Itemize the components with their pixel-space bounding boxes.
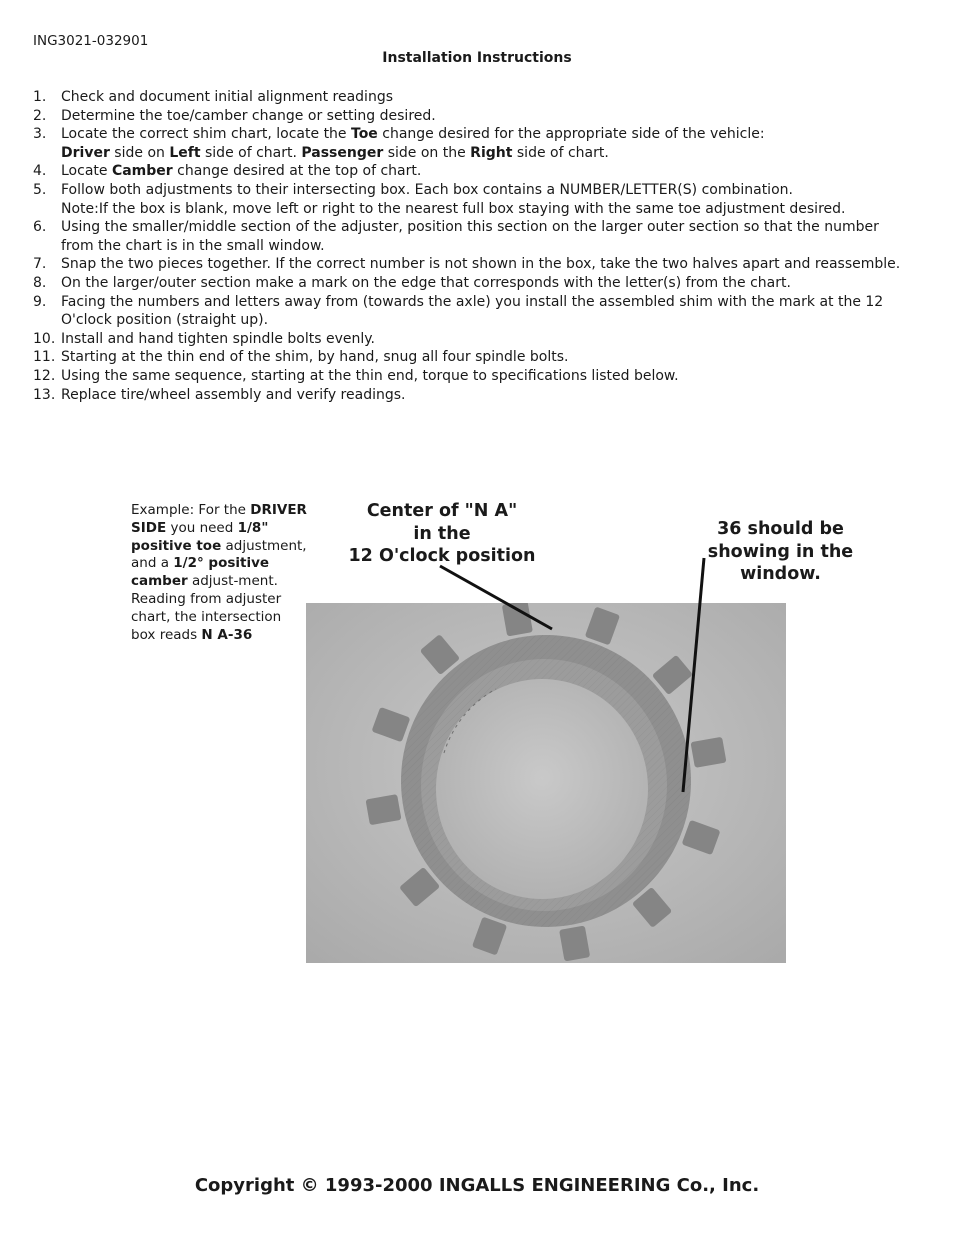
- callout-36-window: [698, 518, 863, 586]
- instruction-step: [33, 386, 913, 405]
- text-run: Note:If the box is blank, move left or right to the nearest full box staying with the same toe adjustment desired.: [61, 200, 846, 217]
- instruction-step: [33, 348, 913, 367]
- bold-text: Driver: [61, 144, 110, 161]
- instruction-step: [33, 218, 913, 255]
- step-line: [61, 181, 913, 200]
- step-number: 13.: [33, 386, 56, 403]
- step-line: [61, 348, 913, 367]
- text-run: Replace tire/wheel assembly and verify readings.: [61, 386, 406, 403]
- step-text: [61, 293, 913, 330]
- text-run: adjust-ment. Reading from adjuster chart, the intersection box reads: [131, 573, 282, 643]
- step-line: [61, 367, 913, 386]
- step-number: 10.: [33, 330, 56, 347]
- step-text: [61, 162, 913, 181]
- text-run: Check and document initial alignment readings: [61, 89, 393, 105]
- step-number: 5.: [33, 181, 47, 198]
- step-text: [61, 125, 913, 162]
- step-line: [61, 144, 913, 163]
- bold-text: Camber: [111, 163, 173, 180]
- step-line: [61, 274, 913, 293]
- shim-photo: [306, 603, 786, 963]
- step-text: [61, 274, 913, 293]
- instruction-step: [33, 330, 913, 349]
- text-run: side of chart.: [512, 144, 609, 161]
- text-run: Install and hand tighten spindle bolts evenly.: [61, 330, 375, 347]
- instruction-step: [33, 125, 913, 162]
- shim-tab: [365, 794, 401, 825]
- step-text: [61, 255, 913, 274]
- instruction-step: [33, 255, 913, 274]
- bold-text: Passenger: [301, 144, 384, 161]
- instruction-step: [33, 274, 913, 293]
- callout-line: 12 O'clock position: [348, 546, 536, 566]
- text-run: side on the: [383, 144, 471, 161]
- step-line: [61, 125, 913, 144]
- bold-text: 1/8" positive toe: [131, 519, 269, 554]
- step-text: [61, 386, 913, 405]
- text-run: Facing the numbers and letters away from (towards the axle) you install the assembled shim with the mark at the 12 O'clock position (straight up).: [61, 293, 884, 329]
- document-id: ING3021-032901: [33, 33, 149, 49]
- step-line: [61, 218, 913, 255]
- text-run: side on: [109, 144, 170, 161]
- text-run: side of chart.: [200, 144, 302, 161]
- center-hole: [436, 679, 648, 899]
- step-number: 6.: [33, 219, 47, 236]
- text-run: Follow both adjustments to their intersecting box. Each box contains a NUMBER/LETTER(S) combination.: [61, 181, 793, 198]
- text-run: Using the smaller/middle section of the adjuster, position this section on the larger outer section so that the number from the chart is in the small window.: [61, 219, 879, 254]
- callout-line: Center of "N A": [366, 501, 518, 521]
- callout-center-na: [342, 500, 542, 568]
- callout-line: showing in the: [707, 541, 854, 562]
- shim-tab: [502, 603, 533, 637]
- step-text: [61, 330, 913, 349]
- step-text: [61, 348, 913, 367]
- text-run: On the larger/outer section make a mark on the edge that corresponds with the letter(s) from the chart.: [61, 274, 791, 291]
- step-number: 11.: [33, 349, 56, 366]
- bold-text: Right: [470, 144, 513, 161]
- step-number: 8.: [33, 274, 47, 291]
- bold-text: DRIVER SIDE: [131, 502, 307, 536]
- step-number: 2.: [33, 107, 47, 124]
- text-run: Snap the two pieces together. If the correct number is not shown in the box, take the two halves apart and reassemble.: [61, 256, 901, 273]
- text-run: Determine the toe/camber change or setting desired.: [61, 107, 436, 124]
- step-line: [61, 88, 913, 107]
- step-number: 1.: [33, 89, 47, 105]
- text-run: you need: [166, 519, 238, 536]
- callout-line: in the: [413, 523, 471, 544]
- shim-tab: [690, 737, 726, 768]
- bold-text: Left: [169, 144, 201, 161]
- step-text: [61, 181, 913, 218]
- instruction-step: [33, 367, 913, 386]
- step-number: 3.: [33, 126, 47, 143]
- instruction-step: [33, 107, 913, 126]
- text-run: Using the same sequence, starting at the thin end, torque to specifications listed below.: [61, 367, 679, 384]
- text-run: change desired for the appropriate side of the vehicle:: [377, 126, 765, 143]
- step-line: [61, 293, 913, 330]
- step-number: 7.: [33, 256, 47, 273]
- copyright: Copyright © 1993-2000 INGALLS ENGINEERING Co., Inc.: [194, 1175, 760, 1196]
- example-note: [131, 502, 309, 644]
- step-number: 12.: [33, 367, 56, 384]
- step-line: [61, 162, 913, 181]
- text-run: Locate the correct shim chart, locate the: [61, 126, 351, 143]
- bold-text: 1/2° positive camber: [131, 555, 270, 590]
- step-line: [61, 330, 913, 349]
- shim-tab: [559, 925, 590, 961]
- instruction-step: [33, 162, 913, 181]
- text-run: Locate: [61, 163, 112, 180]
- step-line: [61, 107, 913, 126]
- step-text: [61, 367, 913, 386]
- instruction-step: [33, 181, 913, 218]
- bold-text: N A-36: [201, 626, 253, 643]
- instruction-step: [33, 88, 913, 107]
- instruction-step: [33, 293, 913, 330]
- step-number: 9.: [33, 293, 47, 310]
- callout-line: window.: [740, 564, 821, 584]
- step-line: [61, 255, 913, 274]
- step-line: [61, 200, 913, 219]
- step-text: [61, 218, 913, 255]
- text-run: adjustment, and a: [131, 537, 307, 572]
- text-run: Example: For the: [131, 502, 251, 518]
- instruction-list: [33, 88, 913, 404]
- step-text: [61, 88, 913, 107]
- step-text: [61, 107, 913, 126]
- step-number: 4.: [33, 163, 47, 180]
- page-title: Installation Instructions: [382, 50, 572, 66]
- step-line: [61, 386, 913, 405]
- bold-text: Toe: [351, 126, 378, 143]
- text-run: change desired at the top of chart.: [172, 163, 422, 180]
- text-run: Starting at the thin end of the shim, by hand, snug all four spindle bolts.: [61, 349, 569, 366]
- callout-line: 36 should be: [717, 519, 844, 539]
